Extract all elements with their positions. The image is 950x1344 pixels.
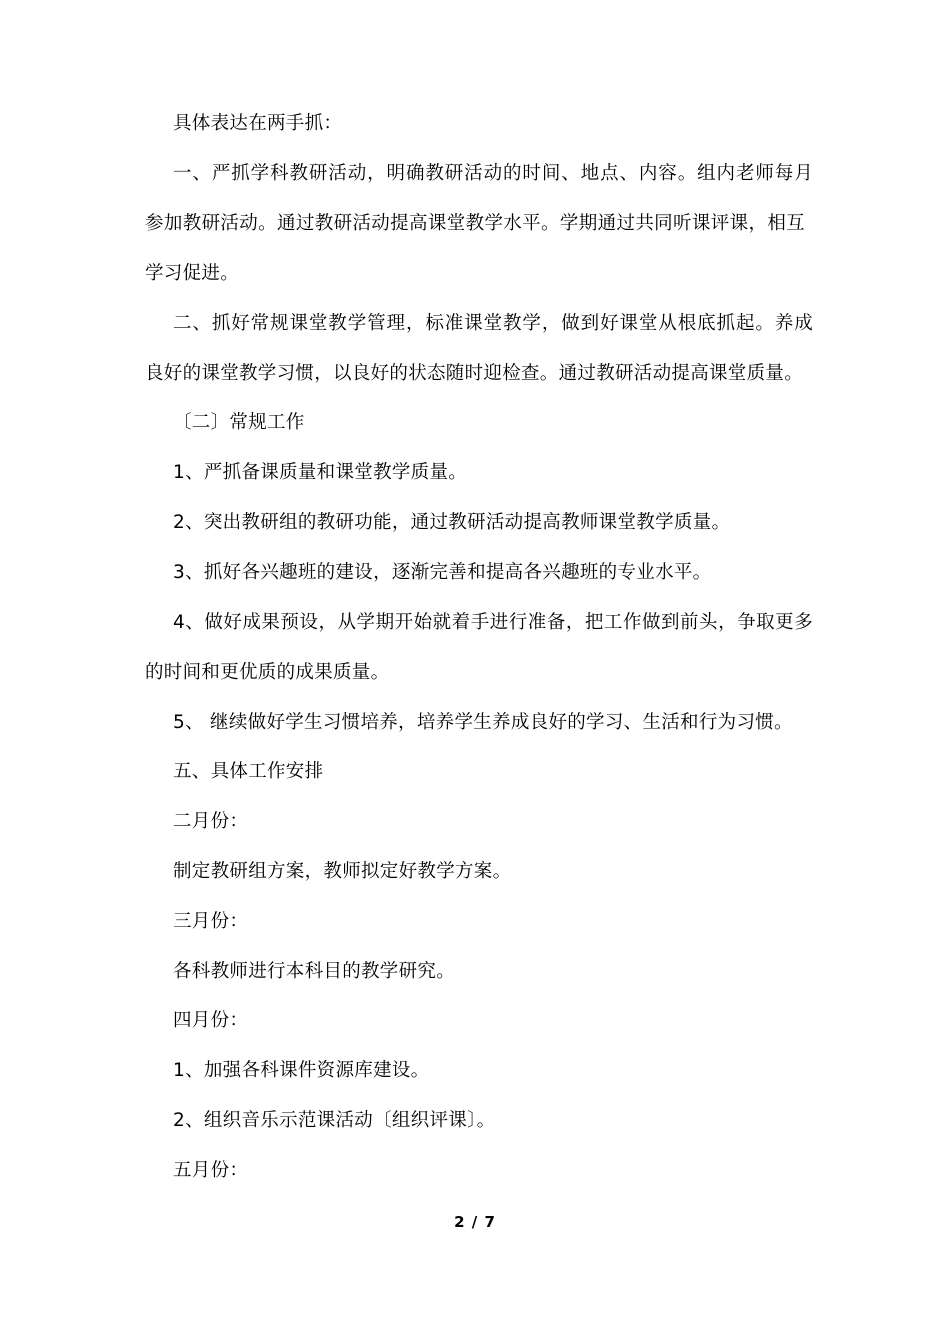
paragraph-item-one-line-2: 参加教研活动。通过教研活动提高课堂教学水平。学期通过共同听课评课，相互 <box>145 213 805 234</box>
month-heading-march: 三月份： <box>173 911 249 932</box>
paragraph-item-two-line-2: 良好的课堂教学习惯，以良好的状态随时迎检查。通过教研活动提高课堂质量。 <box>145 363 804 384</box>
month-heading-february: 二月份： <box>173 811 249 832</box>
month-heading-may: 五月份： <box>173 1160 249 1181</box>
month-item-february: 制定教研组方案，教师拟定好教学方案。 <box>173 861 512 882</box>
list-item-5: 5、 继续做好学生习惯培养，培养学生养成良好的学习、生活和行为习惯。 <box>173 712 793 733</box>
list-item-4-line-1: 4、做好成果预设，从学期开始就着手进行准备，把工作做到前头，争取更多 <box>173 612 813 633</box>
paragraph-item-two-line-1: 二、抓好常规课堂教学管理，标准课堂教学，做到好课堂从根底抓起。养成 <box>173 313 813 334</box>
section-heading-schedule: 五、具体工作安排 <box>173 761 324 782</box>
section-heading-routine-work: 〔二〕常规工作 <box>173 412 305 433</box>
list-item-4-line-2: 的时间和更优质的成果质量。 <box>145 662 390 683</box>
paragraph-intro: 具体表达在两手抓： <box>173 113 343 134</box>
month-item-april-1: 1、加强各科课件资源库建设。 <box>173 1060 430 1081</box>
page-number: 2 / 7 <box>454 1213 496 1231</box>
list-item-3: 3、抓好各兴趣班的建设，逐渐完善和提高各兴趣班的专业水平。 <box>173 562 712 583</box>
list-item-1: 1、严抓备课质量和课堂教学质量。 <box>173 462 468 483</box>
list-item-2: 2、突出教研组的教研功能，通过教研活动提高教师课堂教学质量。 <box>173 512 731 533</box>
month-heading-april: 四月份： <box>173 1010 249 1031</box>
month-item-april-2: 2、组织音乐示范课活动〔组织评课〕。 <box>173 1110 496 1131</box>
paragraph-item-one-line-3: 学习促进。 <box>145 263 240 284</box>
month-item-march: 各科教师进行本科目的教学研究。 <box>173 961 456 982</box>
paragraph-item-one-line-1: 一、严抓学科教研活动，明确教研活动的时间、地点、内容。组内老师每月 <box>173 163 813 184</box>
